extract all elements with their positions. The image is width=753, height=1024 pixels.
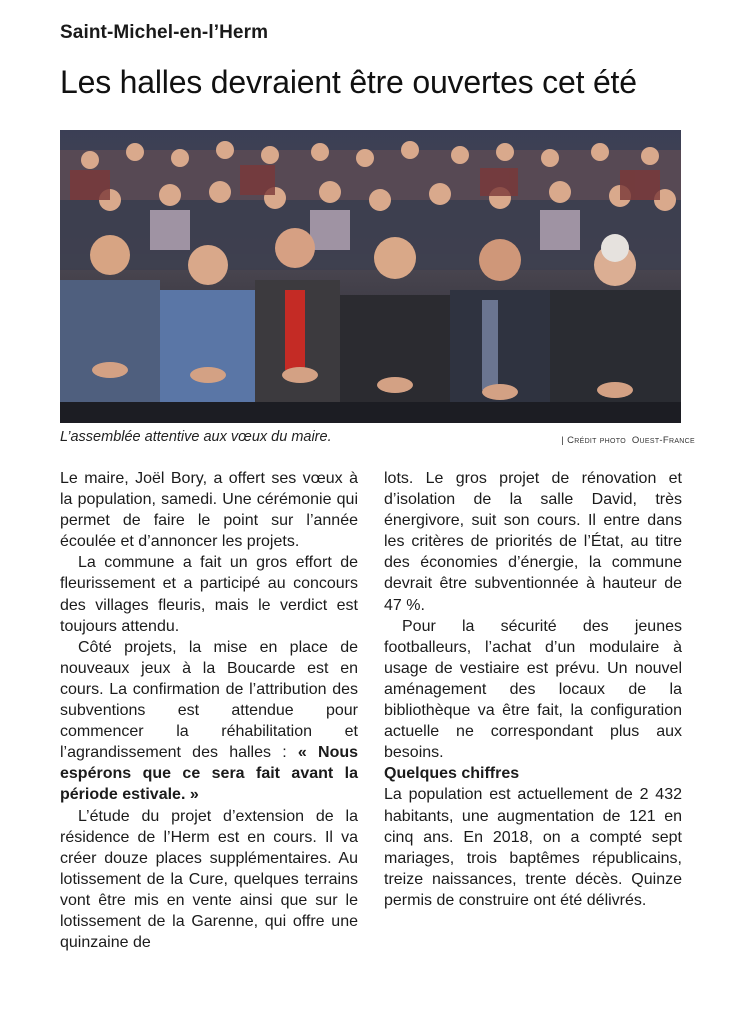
paragraph-projects-text: Côté projets, la mise en place de nouveaux jeux à la Boucarde est en cours. La confirmation de l’attribution des subventions est attendue pour commencer la réhabilitation et l’agrandissement des halles :	[60, 638, 358, 762]
paragraph-flowers: La commune a fait un gros effort de fleurissement et a participé au concours des villages fleuris, mais le verdict est toujours attendu.	[60, 554, 358, 635]
mayor-quote: « Nous espérons que ce sera fait avant la période estivale. »	[60, 744, 359, 804]
photo-credit: | Crédit photo Ouest-France	[561, 435, 695, 446]
section-subheading: Quelques chiffres	[384, 765, 520, 783]
article-column-right	[384, 468, 682, 911]
photo-caption: L’assemblée attentive aux vœux du maire.	[60, 429, 332, 445]
article-headline: Les halles devraient être ouvertes cet été	[60, 64, 637, 100]
assembly-photo	[60, 130, 681, 423]
paragraph-projects	[60, 637, 358, 806]
paragraph-residence: L’étude du projet d’extension de la résidence de l’Herm est en cours. Il va créer douze places supplémentaires. Au lotissement de la Cure, quelques terrains vont être mis en vente ainsi que sur le lotissement de la Garenne, qui offre une quinzaine de	[60, 807, 358, 952]
paragraph-football: Pour la sécurité des jeunes footballeurs, l’achat d’un modulaire à usage de vestiaire est prévu. Un nouvel aménagement des locaux de la bibliothèque va être fait, la configuration actuelle ne correspondant plus aux besoins.	[384, 617, 682, 762]
article-kicker: Saint-Michel-en-l’Herm	[60, 22, 269, 43]
credit-source: Ouest-France	[631, 435, 695, 446]
article-column-left	[60, 468, 358, 953]
paragraph-intro: Le maire, Joël Bory, a offert ses vœux à la population, samedi. Une cérémonie qui permet de faire le point sur l’année écoulée et d’annoncer les projets.	[60, 470, 358, 551]
paragraph-figures: La population est actuellement de 2 432 habitants, une augmentation de 121 en cinq ans. En 2018, on a compté sept mariages, trois baptêmes républicains, treize naissances, trente décès. Quinze permis de construire ont été délivrés.	[384, 786, 682, 909]
paragraph-residence-continued: lots. Le gros projet de rénovation et d’isolation de la salle David, très énergivore, suit son cours. Il entre dans les critères de priorités de l’État, au titre des économies d’énergie, la commune devrait être subventionnée à hauteur de 47 %.	[384, 470, 682, 614]
credit-label: Crédit photo	[567, 435, 626, 446]
